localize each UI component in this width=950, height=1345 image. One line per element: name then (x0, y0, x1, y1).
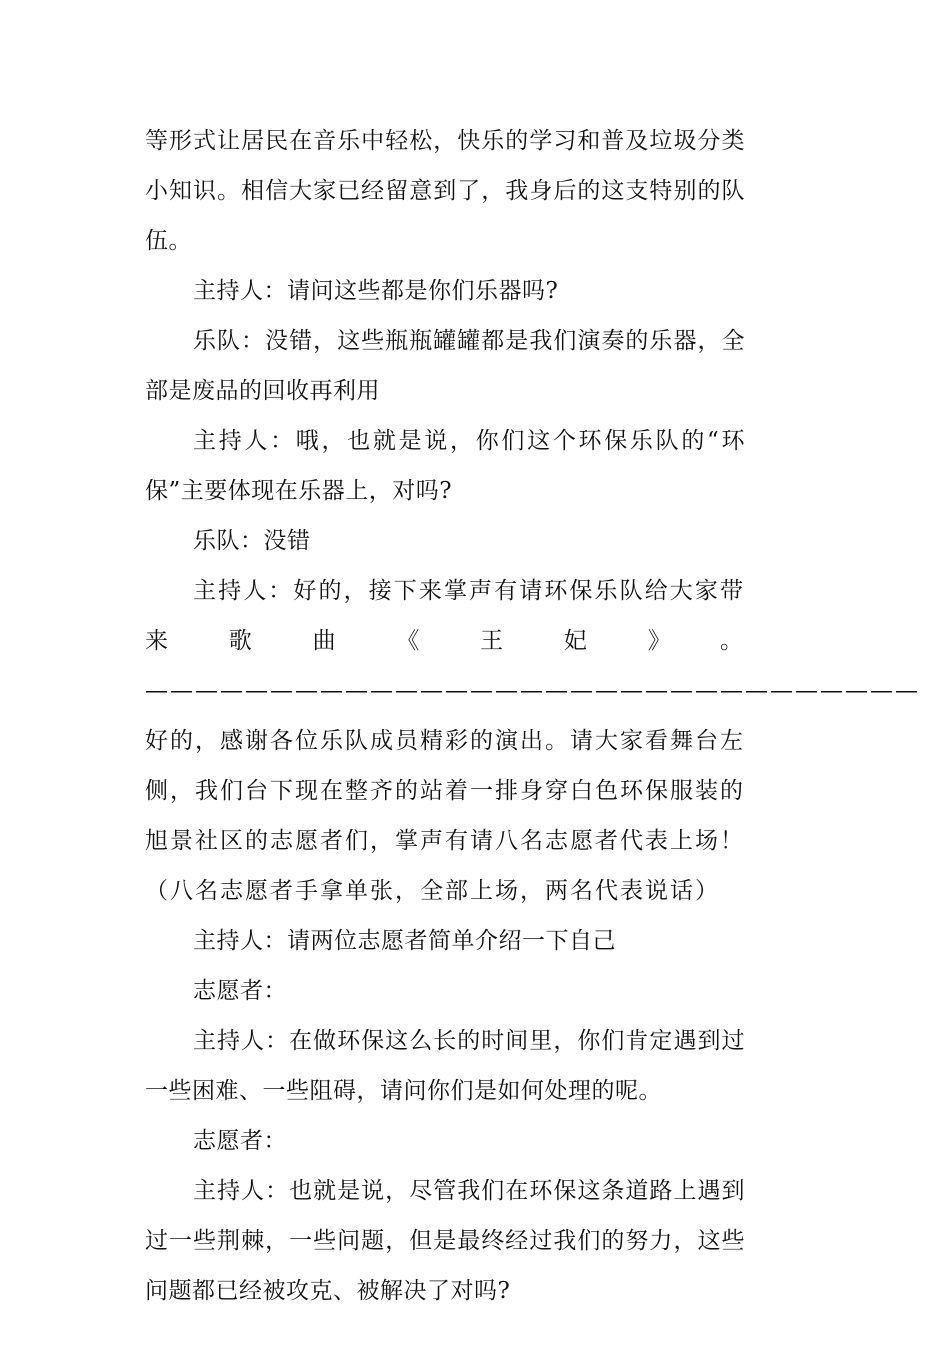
paragraph-host-ask-introduction: 主持人：请两位志愿者简单介绍一下自己 (193, 928, 616, 954)
paragraph-host-question-environmental: 主持人：哦，也就是说，你们这个环保乐队的“环保”主要体现在乐器上，对吗? (145, 428, 745, 504)
paragraph-host-summary-question: 主持人：也就是说，尽管我们在环保这条道路上遇到过一些荆棘，一些问题，但是最终经过我们的努力，这些问题都已经被攻克、被解决了对吗? (145, 1178, 745, 1304)
paragraph-volunteer-reply-1: 志愿者： (193, 978, 287, 1004)
paragraph-host-question-instruments: 主持人：请问这些都是你们乐器吗? (193, 278, 559, 304)
paragraph-band-answer-correct: 乐队：没错 (193, 528, 311, 554)
paragraph-band-answer-instruments: 乐队：没错，这些瓶瓶罐罐都是我们演奏的乐器，全部是废品的回收再利用 (145, 328, 745, 404)
paragraph-host-ask-difficulties: 主持人：在做环保这么长的时间里，你们肯定遇到过一些困难、一些阻碍，请问你们是如何处理的呢。 (145, 1028, 745, 1104)
paragraph-host-song-and-volunteers: 主持人：好的，接下来掌声有请环保乐队给大家带来歌曲《王妃》。 ——————————————————————————————— 好的，感谢各位乐队成员精彩的演出。请大家看舞台左侧，我们台下现在整齐的站着一排身穿白色环保服装的旭景社区的志愿者们，掌声有请八名志愿者代表上场！（八名志愿者手拿单张，全部上场，两名代表说话） (145, 578, 920, 904)
paragraph-volunteer-reply-2: 志愿者： (193, 1128, 287, 1154)
document-body (145, 116, 920, 1316)
paragraph-intro: 等形式让居民在音乐中轻松，快乐的学习和普及垃圾分类小知识。相信大家已经留意到了，我身后的这支特别的队伍。 (145, 128, 745, 254)
